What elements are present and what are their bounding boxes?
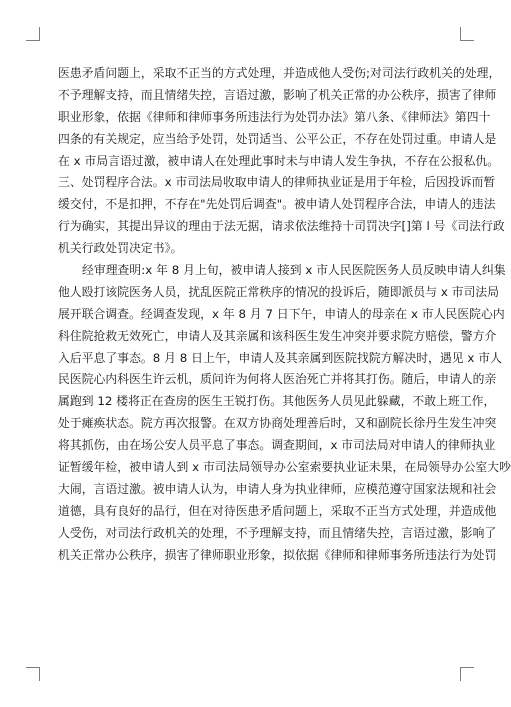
text-line: 道德，具有良好的品行，但在对待医患矛盾问题上，采取不正当方式处理，并造成他 — [58, 503, 497, 518]
text-line: 科住院抢救无效死亡，申请人及其亲属和该科医生发生冲突并要求院方赔偿，警方介 — [58, 328, 497, 343]
paragraph-start-line: 经审理查明:x 年 8 月上旬，被申请人接到 x 市人民医院医务人员反映申请人纠集 — [82, 263, 506, 278]
crop-mark-bottom-left-vertical — [39, 667, 40, 681]
text-line: 医患矛盾问题上，采取不正当的方式处理，并造成他人受伤;对司法行政机关的处理， — [58, 66, 501, 80]
crop-mark-bottom-right-vertical — [460, 667, 461, 681]
text-line: 入后平息了事态。8 月 8 日上午，申请人及其亲属到医院找院方解决时，遇见 x 市人 — [58, 350, 502, 365]
crop-mark-bottom-left-horizontal — [26, 667, 40, 668]
text-line: 将其抓伤，由在场公安人员平息了事态。调查期间，x 市司法局对申请人的律师执业 — [58, 438, 496, 453]
text-line: 处于瘫痪状态。院方再次报警。在双方协商处理善后时，又和副院长徐丹生发生冲突 — [58, 416, 497, 431]
crop-mark-top-left-vertical — [39, 27, 40, 41]
text-line: 在 x 市局言语过激，被申请人在处理此事时未与申请人发生争执，不存在公报私仇。 — [58, 153, 500, 168]
crop-mark-top-right-horizontal — [460, 40, 474, 41]
text-line: 证暂缓年检，被申请人到 x 市司法局领导办公室索要执业证未果，在局领导办公室大吵 — [58, 460, 511, 475]
text-line: 缓交付，不是扣押，不存在"先处罚后调查"。被申请人处罚程序合法，申请人的违法 — [58, 197, 496, 212]
text-line: 他人殴打该院医务人员，扰乱医院正常秩序的情况的投诉后，随即派员与 x 市司法局 — [58, 284, 500, 299]
crop-mark-bottom-right-horizontal — [460, 667, 474, 668]
text-line: 民医院心内科医生许云机，质问许为何将人医治死亡并将其打伤。随后，申请人的亲 — [58, 372, 497, 387]
section-heading-line: 三、处罚程序合法。x 市司法局收取申请人的律师执业证是用于年检，后因投诉而暂 — [58, 175, 496, 190]
text-line: 四条的有关规定，应当给予处罚，处罚适当、公平公正，不存在处罚过重。申请人是 — [58, 131, 497, 146]
crop-mark-top-left-horizontal — [26, 40, 40, 41]
text-line: 不予理解支持，而且情绪失控，言语过激，影响了机关正常的办公秩序，损害了律师 — [58, 87, 497, 102]
text-line: 属跑到 12 楼将正在查房的医生王锐打伤。其他医务人员见此躲藏，不敢上班工作， — [58, 394, 496, 409]
body-text — [58, 63, 511, 566]
text-line: 职业形象，依据《律师和律师事务所违法行为处罚办法》第八条、《律师法》第四十 — [58, 109, 491, 124]
text-line: 大闹，言语过激。被申请人认为，申请人身为执业律师，应模范遵守国家法规和社会 — [58, 481, 497, 496]
crop-mark-top-right-vertical — [460, 27, 461, 41]
text-line: 机关行政处罚决定书》。 — [58, 241, 183, 256]
text-line: 行为确实，其提出异议的理由于法无据，请求依法维持十司罚决字[]第 l 号《司法行政 — [58, 219, 505, 234]
text-line: 机关正常办公秩序，损害了律师职业形象，拟依据《律师和律师事务所违法行为处罚 — [58, 547, 497, 562]
text-line: 展开联合调查。经调查发现，x 年 8 月 7 日下午，申请人的母亲在 x 市人民医院心内 — [58, 306, 505, 321]
text-line: 人受伤，对司法行政机关的处理，不予理解支持，而且情绪失控，言语过激，影响了 — [58, 525, 497, 540]
